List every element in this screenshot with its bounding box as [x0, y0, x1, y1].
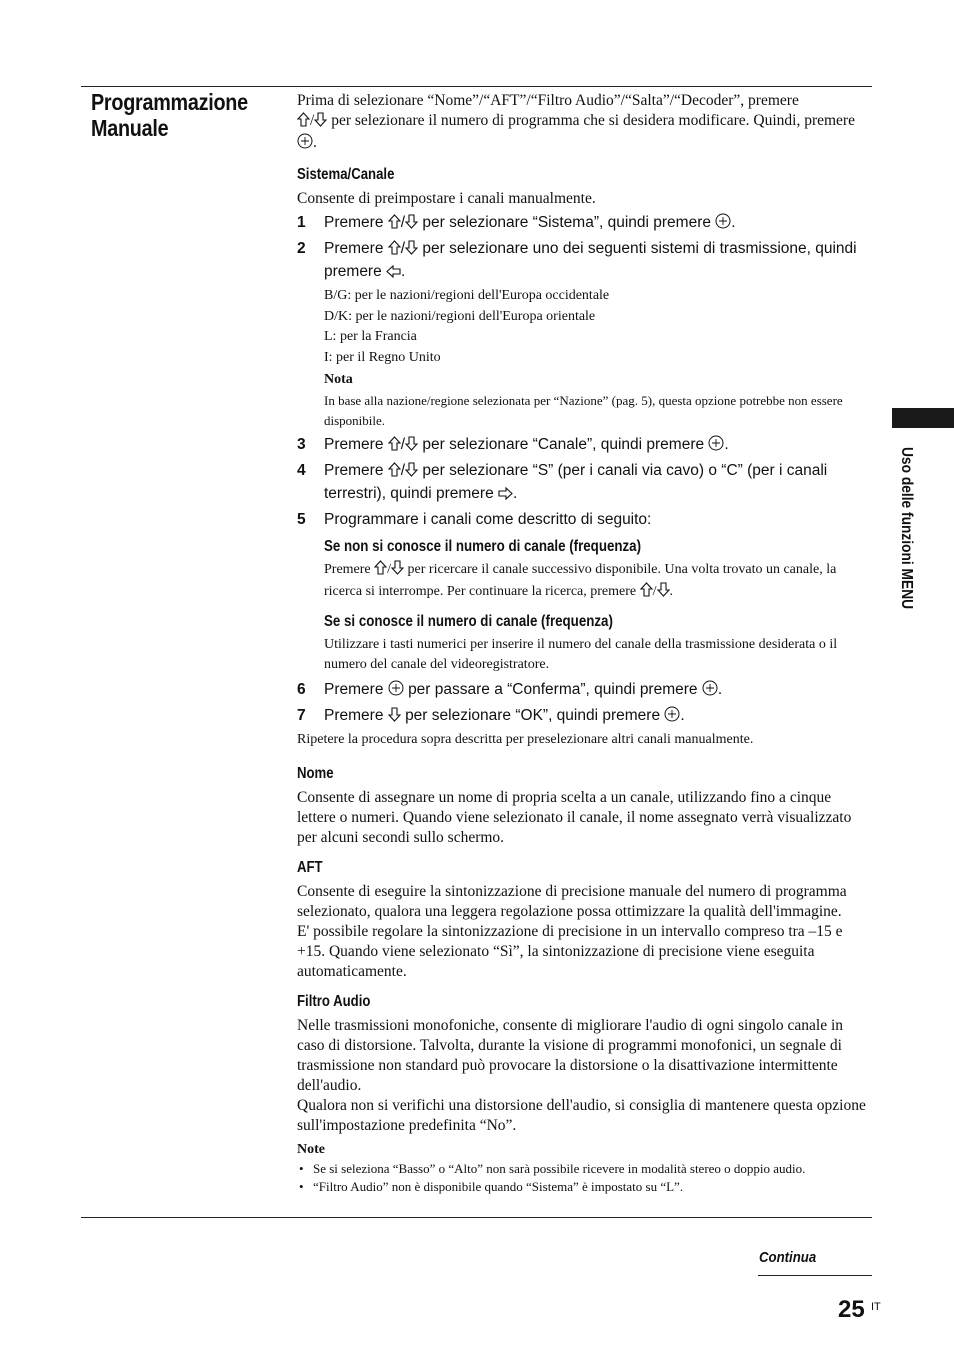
- arrow-up-icon: [388, 436, 401, 457]
- unknown-channel-heading-text: Se non si conosce il numero di canale (frequenza): [324, 537, 642, 555]
- arrow-down-icon: [314, 112, 327, 133]
- arrow-up-icon: [374, 560, 387, 583]
- step-text: Programmare i canali come descritto di seguito:: [324, 510, 652, 528]
- step-6: [297, 679, 872, 702]
- system-item: L: per la Francia: [324, 329, 417, 344]
- intro-end: .: [313, 134, 317, 151]
- note-item: • “Filtro Audio” non è disponibile quando “Sistema” è impostato su “L”.: [297, 1178, 872, 1196]
- enter-button-icon: [388, 680, 404, 702]
- step-number: 7: [297, 706, 306, 724]
- arrow-down-icon: [405, 462, 418, 483]
- intro-text-2: per selezionare il numero di programma che si desidera modificare. Quindi, premere: [331, 112, 855, 129]
- step-end: .: [401, 263, 406, 280]
- nome-text: Consente di assegnare un nome di propria scelta a un canale, utilizzando fino a cinque lettere o numeri. Quando viene selezionato il canale, il nome assegnato verrà visualizzato per alcuni secondi sullo schermo.: [297, 789, 852, 846]
- arrow-down-icon: [405, 436, 418, 457]
- step-text: per selezionare “Sistema”, quindi premere: [422, 214, 711, 231]
- step-text: Premere: [324, 214, 384, 231]
- step-4: 4 Premere / per selezionare “S” (per i canali via cavo) o “C” (per i canali terrestri), quindi premere .: [297, 460, 872, 506]
- arrow-down-icon: [657, 582, 670, 605]
- nome-heading: [297, 764, 872, 784]
- known-channel-heading-text: Se si conosce il numero di canale (frequenza): [324, 612, 613, 630]
- sistema-desc: Consente di preimpostare i canali manualmente.: [297, 190, 596, 207]
- step-1: 1 Premere / per selezionare “Sistema”, quindi premere .: [297, 212, 872, 235]
- system-item: I: per il Regno Unito: [324, 349, 441, 365]
- sidebar-tab-marker: [892, 408, 954, 428]
- unknown-channel-heading: [324, 536, 872, 558]
- filtro-heading-text: Filtro Audio: [297, 993, 371, 1010]
- step-text: Premere: [324, 435, 384, 453]
- known-channel-heading: [324, 611, 872, 633]
- step-end: .: [724, 435, 729, 453]
- aft-text-1: Consente di eseguire la sintonizzazione di precisione manuale del numero di programma selezionato, qualora una leggera regolazione possa ottimizzare la qualità dell'immagine.: [297, 883, 847, 920]
- step-number: 5: [297, 510, 306, 528]
- filtro-text-1: Nelle trasmissioni monofoniche, consente di migliorare l'audio di ogni singolo canale in caso di distorsione. Talvolta, durante la visione di programmi monofonici, un segnale di trasmissione non standard può provocare la distorsione o la disattivazione intermittente dell'audio.: [297, 1017, 844, 1094]
- arrow-left-icon: [386, 263, 401, 284]
- step-number: 4: [297, 461, 306, 479]
- bottom-rule: [81, 1217, 872, 1218]
- continua-rule: [758, 1275, 872, 1276]
- page-number: 25: [838, 1296, 865, 1323]
- step-number: 6: [297, 680, 306, 698]
- nota-label: Nota: [324, 372, 353, 387]
- step-text: per selezionare “Canale”, quindi premere: [422, 435, 705, 453]
- continua-label: [759, 1249, 824, 1266]
- unknown-text-a: Premere: [324, 561, 371, 577]
- arrow-down-icon: [391, 560, 404, 583]
- enter-button-icon: [708, 435, 724, 457]
- arrow-down-icon: [405, 214, 418, 235]
- step-number: 2: [297, 240, 306, 257]
- step-end: .: [717, 680, 723, 698]
- step-text: per selezionare uno dei seguenti sistemi di trasmissione, quindi premere: [324, 240, 857, 280]
- filtro-heading: [297, 992, 872, 1012]
- main-content: [297, 91, 872, 1196]
- step-text: per selezionare “S” (per i canali via cavo) o “C” (per i canali terrestri), quindi premere: [324, 461, 828, 502]
- step-3: 3 Premere / per selezionare “Canale”, quindi premere .: [297, 434, 872, 457]
- nome-heading-text: Nome: [297, 765, 334, 782]
- arrow-down-icon: [405, 240, 418, 261]
- section-title: [91, 89, 281, 141]
- arrow-up-icon: [388, 240, 401, 261]
- aft-heading: [297, 858, 872, 878]
- enter-button-icon: [702, 680, 718, 702]
- step-5: [297, 509, 872, 530]
- arrow-up-icon: [388, 214, 401, 235]
- section-title-line2: Manuale: [91, 115, 169, 141]
- system-item: D/K: per le nazioni/regioni dell'Europa orientale: [324, 308, 596, 324]
- enter-button-icon: [715, 213, 731, 235]
- system-item: B/G: per le nazioni/regioni dell'Europa occidentale: [324, 288, 610, 303]
- enter-button-icon: [297, 133, 313, 155]
- step-2: 2 Premere / per selezionare uno dei seguenti sistemi di trasmissione, quindi premere .: [297, 238, 872, 284]
- continua-text: Continua: [759, 1249, 817, 1266]
- step-end: .: [513, 484, 518, 502]
- unknown-text-c: .: [669, 584, 673, 599]
- step-number: 3: [297, 435, 306, 453]
- arrow-up-icon: [297, 112, 310, 133]
- arrow-up-icon: [640, 582, 653, 605]
- sidebar-label: [895, 447, 919, 677]
- step-text: Premere: [324, 240, 384, 257]
- note-label: Note: [297, 1142, 325, 1157]
- note-item: • Se si seleziona “Basso” o “Alto” non sarà possibile ricevere in modalità stereo o doppio audio.: [297, 1160, 872, 1178]
- step-number: 1: [297, 214, 306, 231]
- enter-button-icon: [664, 706, 680, 728]
- repeat-text: Ripetere la procedura sopra descritta per preselezionare altri canali manualmente.: [297, 731, 754, 747]
- sistema-heading: [297, 165, 872, 185]
- step-text: per passare a “Conferma”, quindi premere: [408, 680, 698, 698]
- arrow-up-icon: [388, 462, 401, 483]
- step-text: Premere: [324, 706, 384, 724]
- sistema-heading-text: Sistema/Canale: [297, 166, 395, 183]
- top-rule: [81, 86, 872, 87]
- arrow-right-icon: [498, 485, 513, 506]
- nota-text: In base alla nazione/regione selezionata per “Nazione” (pag. 5), questa opzione potrebbe non essere disponibile.: [324, 392, 843, 428]
- intro-paragraph: Prima di selezionare “Nome”/“AFT”/“Filtro Audio”/“Salta”/“Decoder”, premere / per selezionare il numero di programma che si desidera modificare. Quindi, premere .: [297, 91, 872, 155]
- aft-heading-text: AFT: [297, 859, 323, 876]
- page-language: IT: [871, 1301, 881, 1313]
- step-end: .: [680, 706, 685, 724]
- known-channel-text: Utilizzare i tasti numerici per inserire il numero del canale della trasmissione desiderata o il numero del canale del videoregistratore.: [324, 636, 838, 672]
- step-end: .: [731, 214, 736, 231]
- step-text: per selezionare “OK”, quindi premere: [405, 706, 661, 724]
- filtro-text-2: Qualora non si verifichi una distorsione dell'audio, si consiglia di mantenere questa opzione sull'impostazione predefinita “No”.: [297, 1097, 866, 1134]
- unknown-channel-text: Premere / per ricercare il canale successivo disponibile. Una volta trovato un canale, la ricerca si interrompe. Per continuare la ricerca, premere / .: [297, 560, 872, 605]
- intro-text-1: Prima di selezionare “Nome”/“AFT”/“Filtro Audio”/“Salta”/“Decoder”, premere: [297, 92, 799, 109]
- aft-text-2: E' possibile regolare la sintonizzazione di precisione in un intervallo compreso tra –15 e +15. Quando viene selezionato “Sì”, la sintonizzazione di precisione viene eseguita automaticamente.: [297, 923, 843, 980]
- step-text: Premere: [324, 461, 384, 479]
- arrow-down-icon: [388, 707, 401, 728]
- systems-list: [297, 286, 872, 431]
- unknown-text-b: per ricercare il canale successivo disponibile. Una volta trovato un canale, la ricerca si interrompe. Per continuare la ricerca, premere: [324, 561, 837, 599]
- section-title-line1: Programmazione: [91, 89, 248, 115]
- step-text: Premere: [324, 680, 384, 698]
- step-7: [297, 705, 872, 728]
- sidebar-label-text: Uso delle funzioni MENU: [898, 447, 915, 610]
